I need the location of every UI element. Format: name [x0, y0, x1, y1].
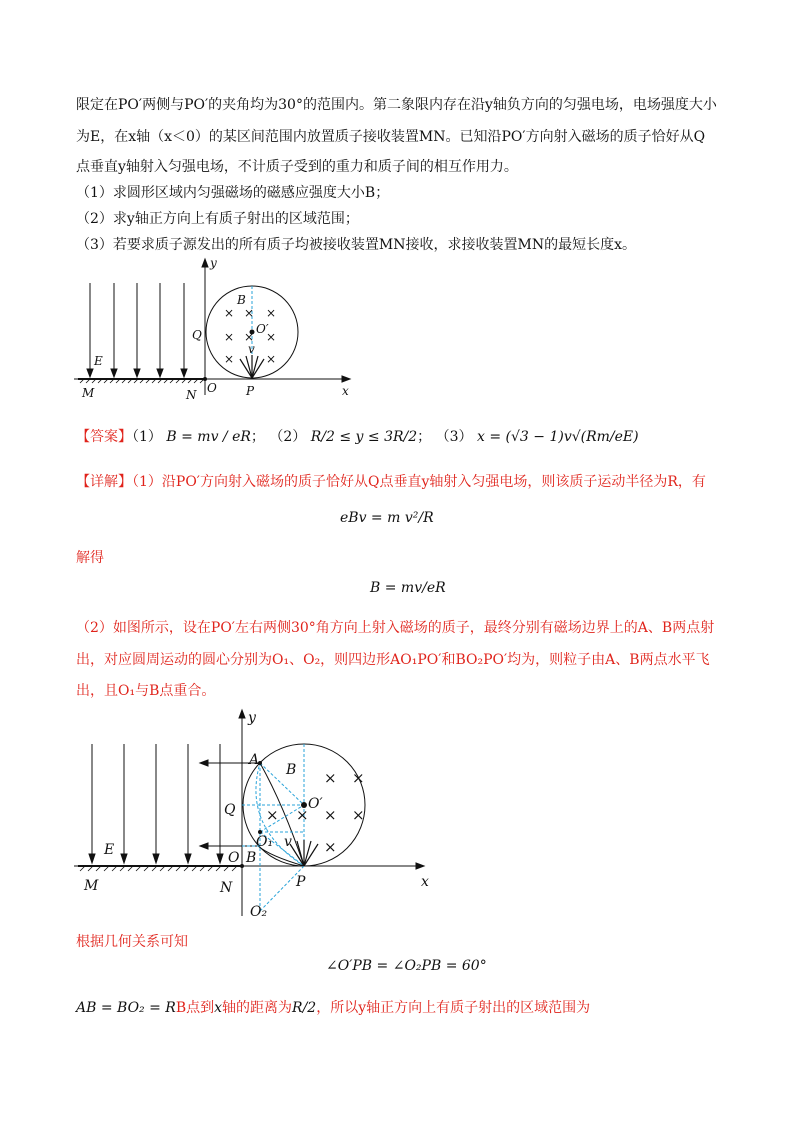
fig2-y-label: y	[248, 710, 256, 726]
answer-row: 【答案】（1） B = mv / eR； （2） R/2 ≤ y ≤ 3R/2； （3） x = (√3 − 1)v√(Rm/eE)	[76, 429, 639, 445]
equation-1: eBv = m v²/R	[340, 510, 434, 526]
fig1-E-label: E	[94, 354, 103, 368]
svg-text:×: ×	[224, 330, 235, 344]
fig2-B2-label: B	[246, 850, 257, 866]
fig2-A-label: A	[249, 752, 260, 768]
final-eq: AB = BO₂ = R	[76, 1000, 176, 1016]
fig1-B-label: B	[237, 293, 246, 307]
fig1-N-label: N	[186, 388, 197, 402]
answer-2: R/2 ≤ y ≤ 3R/2	[310, 429, 418, 445]
geometry-intro: 根据几何关系可知	[76, 934, 188, 950]
final-e: R/2	[292, 1000, 317, 1016]
equation-2: B = mv/eR	[370, 580, 446, 596]
answer-3: x = (√3 − 1)v√(Rm/eE)	[477, 429, 639, 445]
detail-p2a: （2）如图所示，设在PO′左右两侧30°角方向上射入磁场的质子，最终分别有磁场边界上的A、B两点射	[76, 620, 715, 636]
answer-2-prefix: （2）	[269, 429, 307, 445]
fig1-M-label: M	[82, 386, 95, 400]
svg-text:×: ×	[324, 838, 337, 856]
final-b: B点到	[175, 1000, 215, 1016]
problem-line-1: 限定在PO′两侧与PO′的夹角均为30°的范围内。第二象限内存在沿y轴负方向的匀强电场，电场强度大小	[76, 97, 717, 113]
fig1-Oprime-label: O′	[256, 322, 269, 336]
fig2-P-label: P	[296, 874, 306, 890]
problem-line-2: 为E，在x轴（x＜0）的某区间范围内放置质子接收装置MN。已知沿PO′方向射入磁场的质子恰好从Q	[76, 129, 706, 145]
fig2-M-label: M	[84, 878, 99, 894]
fig2-x-label: x	[421, 874, 429, 890]
svg-text:×: ×	[266, 806, 279, 824]
detail-label: 【详解】	[76, 474, 132, 490]
svg-text:×: ×	[224, 352, 235, 366]
equation-3: ∠O′PB = ∠O₂PB = 60°	[326, 958, 487, 974]
svg-text:×: ×	[224, 306, 235, 320]
svg-text:×: ×	[324, 806, 337, 824]
figure-1	[74, 255, 364, 405]
fig2-O2-label: O₂	[250, 904, 268, 920]
svg-text:×: ×	[244, 330, 255, 344]
question-2: （2）求y轴正方向上有质子射出的区域范围；	[76, 211, 359, 227]
svg-text:×: ×	[352, 806, 365, 824]
fig1-x-label: x	[342, 384, 349, 398]
svg-text:×: ×	[296, 806, 309, 824]
detail-p1-text: （1）沿PO′方向射入磁场的质子恰好从Q点垂直y轴射入匀强电场，则该质子运动半径为R，有	[132, 474, 706, 490]
fig1-y-label: y	[210, 256, 217, 270]
fig1-O-label: O	[207, 381, 217, 395]
fig2-N-label: N	[220, 880, 233, 896]
fig2-O1-label: O₁	[256, 834, 274, 850]
fig2-O-label: O	[228, 850, 240, 866]
fig1-P-label: P	[246, 384, 255, 398]
fig1-v-label: v	[248, 342, 255, 356]
detail-p1	[76, 472, 706, 492]
problem-line-3: 点垂直y轴射入匀强电场，不计质子受到的重力和质子间的相互作用力。	[76, 159, 518, 175]
detail-p2b: 出，对应圆周运动的圆心分别为O₁、O₂，则四边形AO₁PO′和BO₂PO′均为，则粒子由A、B两点水平飞	[76, 652, 710, 668]
answer-label: 【答案】	[76, 429, 132, 445]
fig1-Q-label: Q	[192, 328, 202, 342]
fig2-E-label: E	[104, 842, 115, 858]
svg-text:×: ×	[266, 352, 277, 366]
fig2-v-label: v	[284, 834, 292, 850]
svg-text:×: ×	[266, 306, 277, 320]
fig2-Q-label: Q	[224, 802, 236, 818]
answer-1: B = mv / eR	[166, 429, 251, 445]
figure-2	[74, 706, 444, 921]
svg-text:×: ×	[324, 769, 337, 787]
svg-text:×: ×	[352, 769, 365, 787]
svg-text:×: ×	[244, 306, 255, 320]
final-d: 轴的距离为	[222, 1000, 293, 1016]
detail-p2c: 出，且O₁与B点重合。	[76, 683, 216, 699]
final-c: x	[214, 1000, 223, 1016]
svg-text:×: ×	[266, 330, 277, 344]
answer-1-prefix: （1）	[132, 429, 162, 445]
fig2-Oprime-label: O′	[308, 796, 323, 812]
final-row	[76, 998, 590, 1018]
question-3: （3）若要求质子源发出的所有质子均被接收装置MN接收，求接收装置MN的最短长度x。	[76, 237, 636, 253]
fig2-B-label: B	[286, 762, 297, 778]
solve-label: 解得	[76, 550, 104, 566]
final-f: ，所以y轴正方向上有质子射出的区域范围为	[316, 1000, 591, 1016]
question-1: （1）求圆形区域内匀强磁场的磁感应强度大小B；	[76, 185, 390, 201]
answer-3-prefix: （3）	[435, 429, 473, 445]
